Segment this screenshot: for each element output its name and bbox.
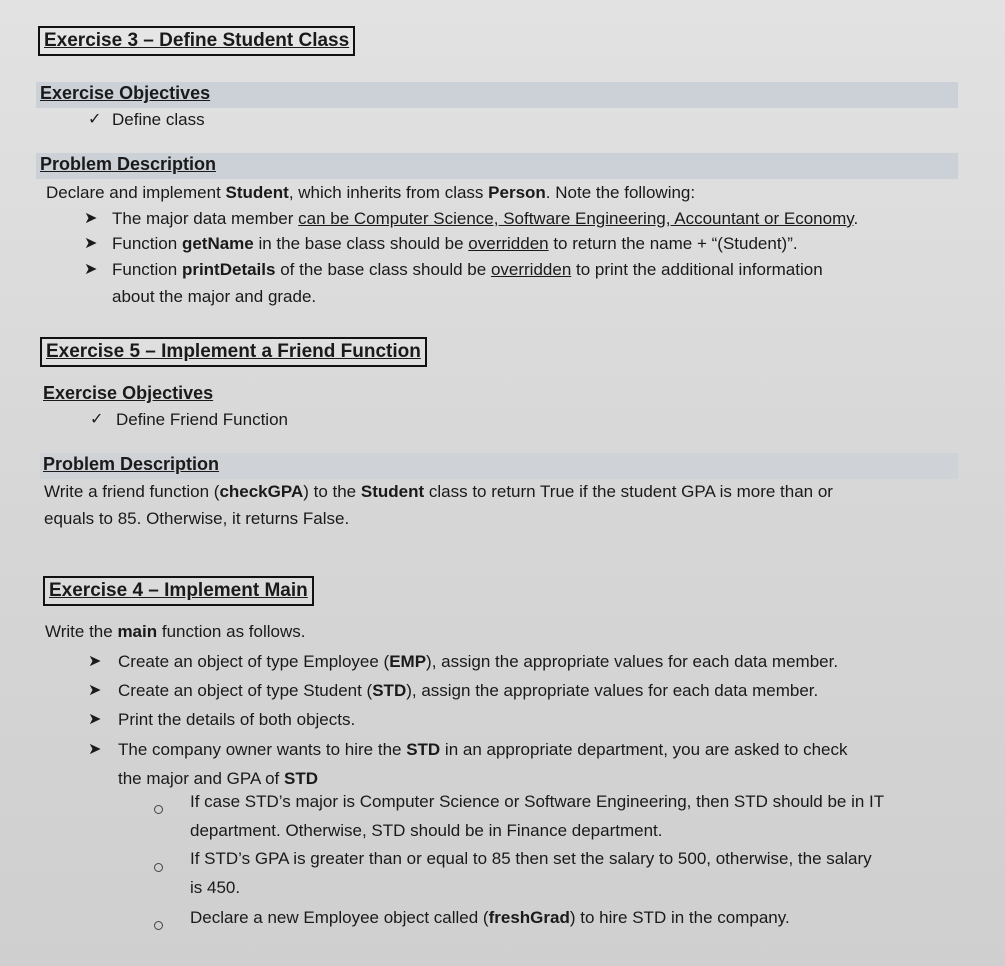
ex3-description [46, 182, 695, 204]
ex3-b2-text2: in the base class should be [253, 234, 469, 253]
ex4-bullet-1 [118, 651, 838, 673]
ex5-l1-checkgpa: checkGPA [219, 482, 304, 501]
ex3-b3-overridden: overridden [490, 260, 572, 279]
ex4-b4-l2-std: STD [284, 769, 318, 788]
ex3-desc-text: Declare and implement [46, 183, 226, 202]
ex4-bullet-2 [118, 680, 818, 702]
ex4-bullet-4-cont [118, 768, 318, 790]
ex3-objective-1: Define class [112, 110, 205, 129]
circle-bullet-icon [154, 863, 163, 872]
exercise-4-title: Exercise 4 – Implement Main [43, 576, 314, 606]
ex4-sub-1-line-2: department. Otherwise, STD should be in Finance department. [190, 821, 663, 840]
ex4-bullet-4 [118, 739, 848, 761]
ex3-b1-text: The major data member [112, 209, 299, 228]
ex5-problem-heading: Problem Description [43, 454, 220, 474]
ex3-desc-person: Person [488, 183, 546, 202]
ex3-b2-overridden: overridden [468, 234, 549, 253]
ex4-b1-end: ), assign the appropriate values for each data member. [426, 652, 839, 671]
check-icon: ✓ [90, 411, 104, 428]
ex3-b2-getname: getName [181, 234, 254, 253]
ex3-b1-end: . [853, 209, 859, 228]
ex3-desc-text2: , which inherits from class [288, 183, 489, 202]
ex4-sub-1-line-1: If case STD’s major is Computer Science or Software Engineering, then STD should be in IT [190, 792, 885, 811]
ex5-l1-student: Student [360, 482, 425, 501]
arrow-icon: ➤ [84, 261, 98, 278]
ex4-b4-end: in an appropriate department, you are asked to check [440, 740, 848, 759]
check-icon: ✓ [88, 111, 102, 128]
circle-bullet-icon [154, 921, 163, 930]
ex3-objectives-heading: Exercise Objectives [40, 83, 211, 103]
ex3-b3-text2: of the base class should be [275, 260, 491, 279]
ex4-intro-end: function as follows. [157, 622, 306, 641]
ex4-b4-text: The company owner wants to hire the [118, 740, 407, 759]
ex4-b1-emp: EMP [389, 652, 427, 671]
ex4-intro [45, 621, 305, 643]
arrow-icon: ➤ [88, 682, 102, 699]
ex4-b2-end: ), assign the appropriate values for each data member. [406, 681, 819, 700]
ex3-b2-end: to return the name + “(Student)”. [548, 234, 798, 253]
ex4-sub-2-line-2: is 450. [190, 878, 241, 897]
ex3-b3-end: to print the additional information [571, 260, 823, 279]
ex4-s3-freshgrad: freshGrad [488, 908, 570, 927]
ex4-b4-std: STD [406, 740, 441, 759]
ex4-intro-text: Write the [45, 622, 118, 641]
arrow-icon: ➤ [84, 210, 98, 227]
ex4-b2-text: Create an object of type Student ( [118, 681, 373, 700]
ex5-objectives-heading: Exercise Objectives [43, 383, 214, 403]
ex5-description-line-2: equals to 85. Otherwise, it returns False. [44, 509, 350, 528]
arrow-icon: ➤ [88, 653, 102, 670]
exercise-5-title: Exercise 5 – Implement a Friend Function [40, 337, 427, 367]
ex3-bullet-3-cont: about the major and grade. [112, 287, 317, 306]
ex3-problem-heading: Problem Description [40, 154, 217, 174]
ex3-bullet-3 [112, 259, 823, 281]
ex3-b2-text: Function [112, 234, 182, 253]
ex5-description-line-1 [44, 481, 833, 503]
ex4-bullet-3: Print the details of both objects. [118, 710, 356, 729]
circle-bullet-icon [154, 805, 163, 814]
ex4-b4-l2-text: the major and GPA of [118, 769, 284, 788]
arrow-icon: ➤ [88, 741, 102, 758]
ex4-s3-end: ) to hire STD in the company. [569, 908, 790, 927]
ex4-s3-text: Declare a new Employee object called ( [190, 908, 489, 927]
ex3-desc-text3: . Note the following: [545, 183, 696, 202]
ex3-desc-student: Student [225, 183, 289, 202]
ex5-l1-text: Write a friend function ( [44, 482, 220, 501]
arrow-icon: ➤ [84, 235, 98, 252]
ex3-b3-printdetails: printDetails [181, 260, 276, 279]
ex5-objective-1: Define Friend Function [116, 410, 288, 429]
ex5-l1-text2: ) to the [303, 482, 361, 501]
ex3-bullet-1 [112, 208, 858, 230]
ex3-b3-text: Function [112, 260, 182, 279]
ex3-b1-underlined: can be Computer Science, Software Engineering, Accountant or Economy [298, 209, 854, 228]
ex4-b2-std: STD [372, 681, 407, 700]
ex4-sub-2-line-1: If STD’s GPA is greater than or equal to 85 then set the salary to 500, otherwise, the salary [190, 849, 872, 868]
arrow-icon: ➤ [88, 711, 102, 728]
ex3-bullet-2 [112, 233, 798, 255]
exercise-3-title: Exercise 3 – Define Student Class [38, 26, 355, 56]
ex4-b1-text: Create an object of type Employee ( [118, 652, 390, 671]
ex5-l1-end: class to return True if the student GPA is more than or [424, 482, 833, 501]
ex4-sub-3 [190, 907, 790, 929]
ex4-intro-main: main [117, 622, 158, 641]
